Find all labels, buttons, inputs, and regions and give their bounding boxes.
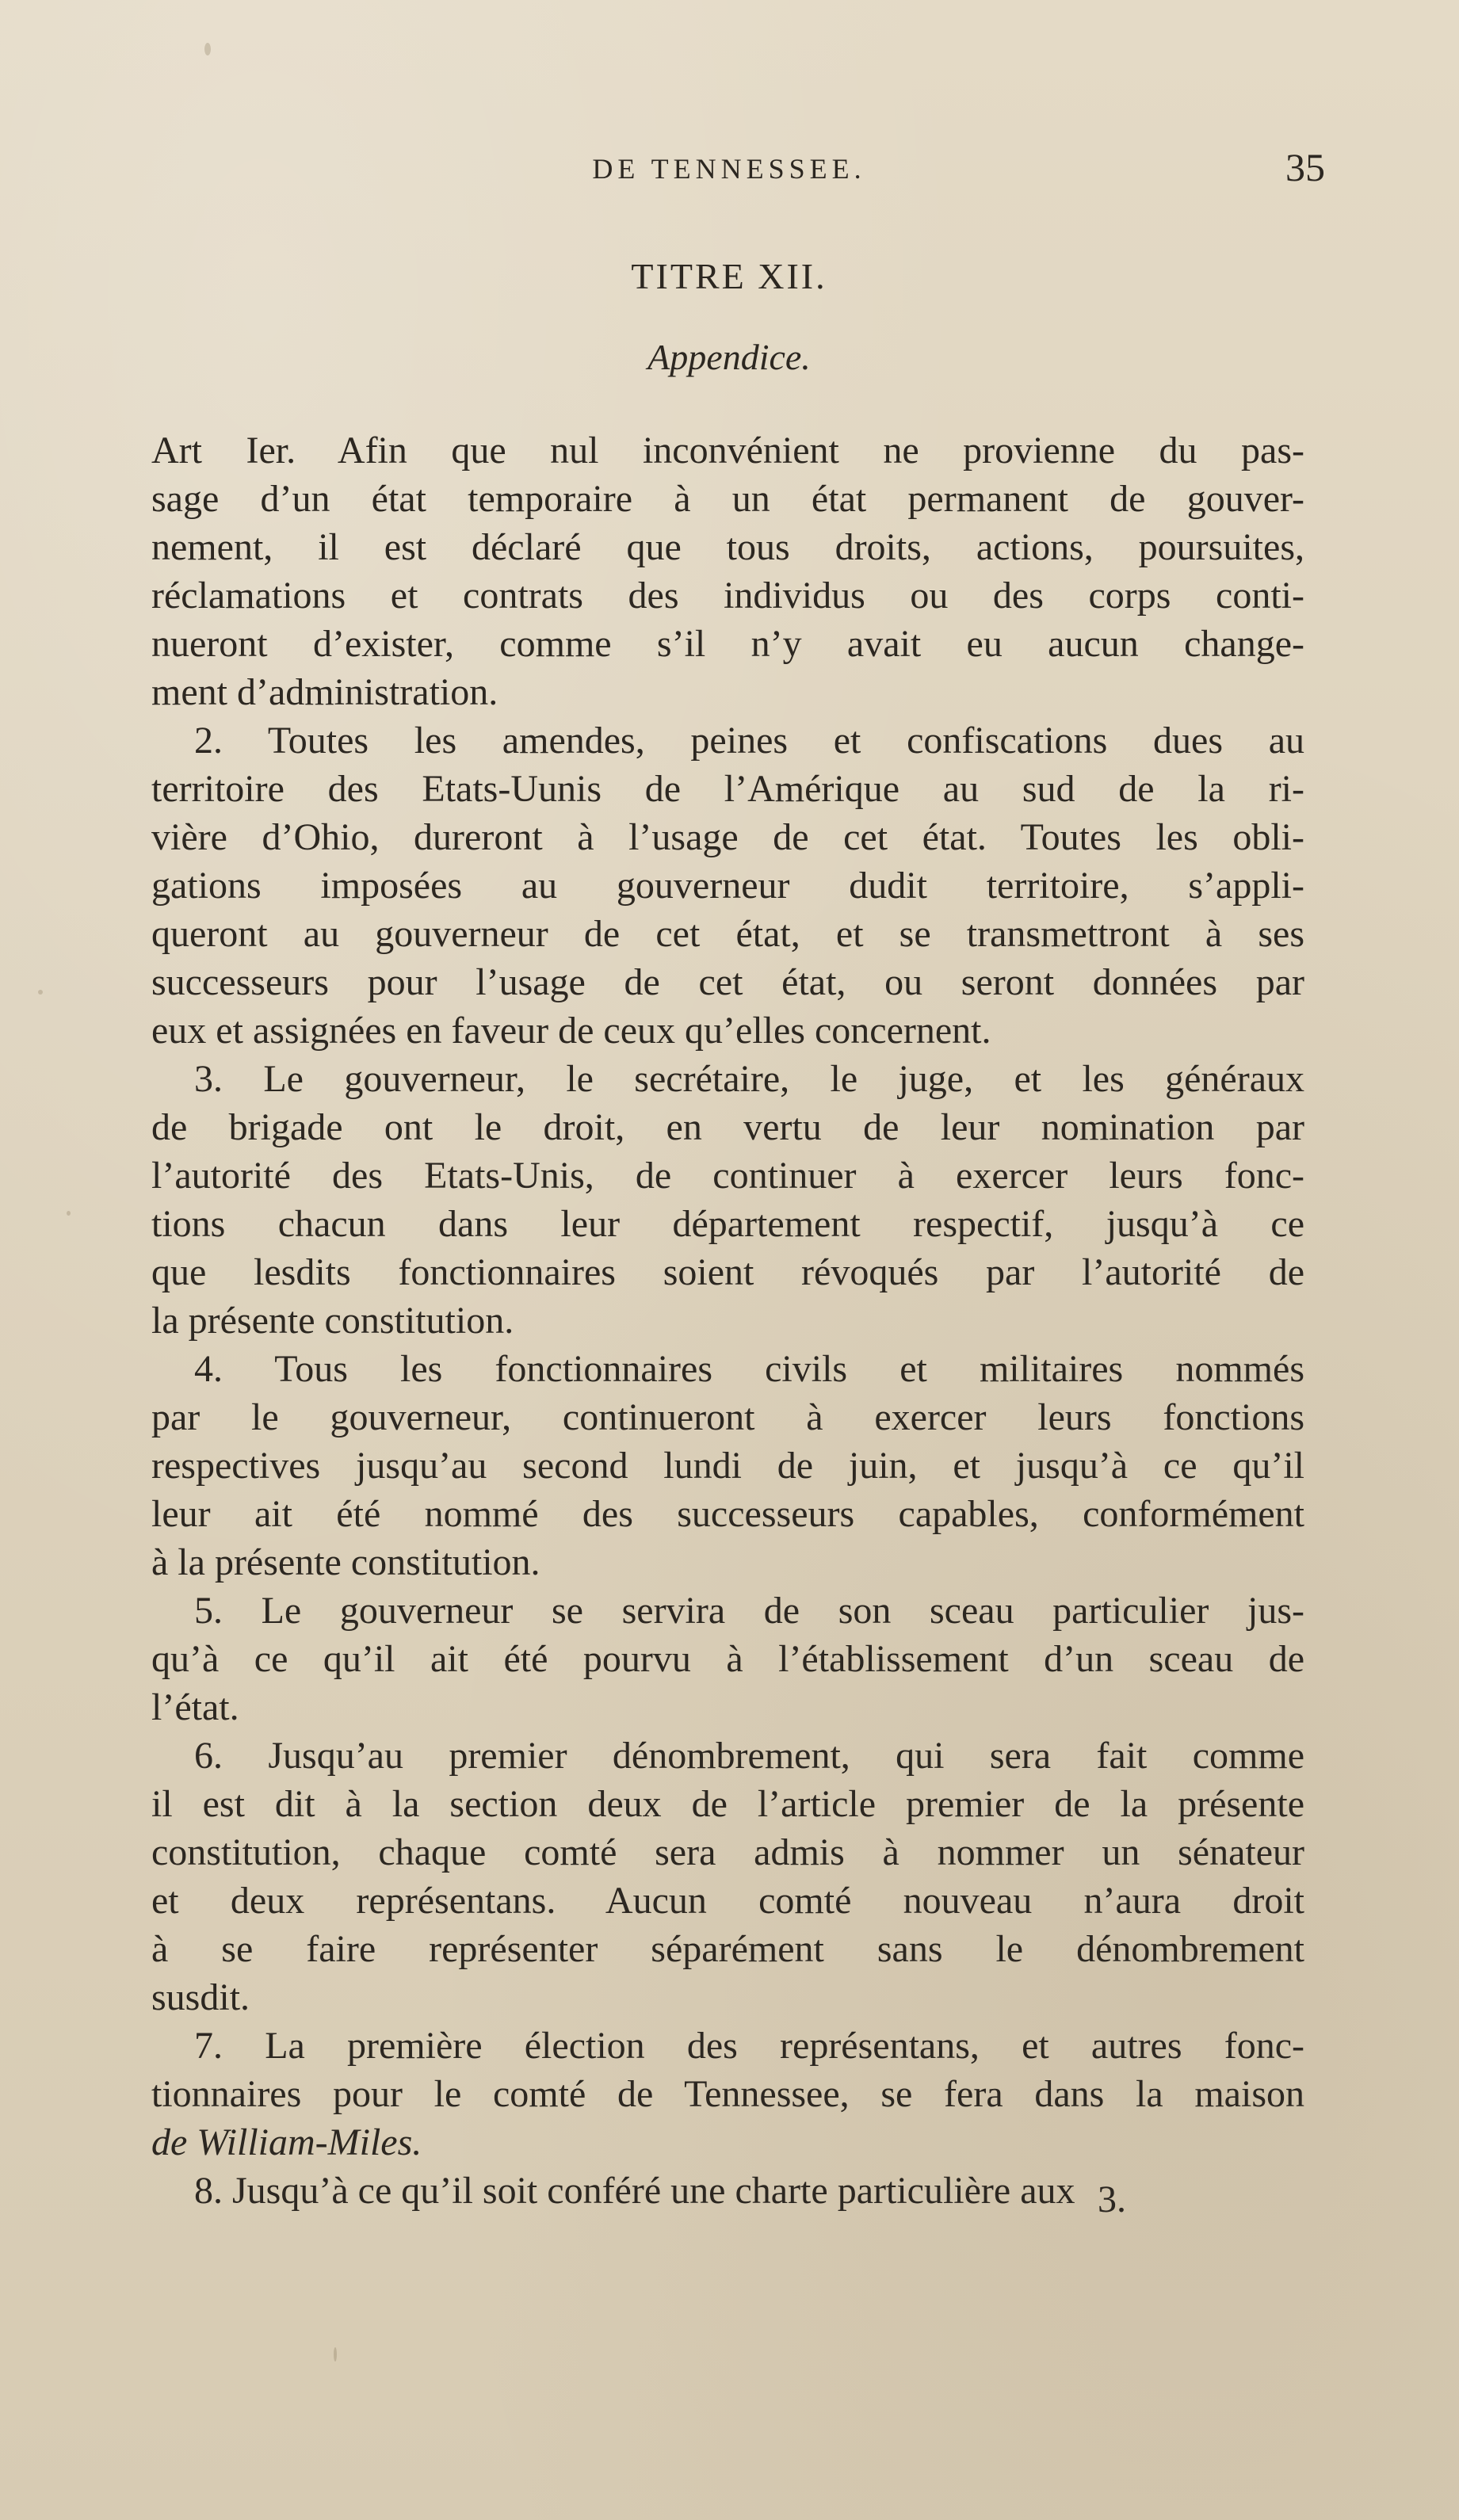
article-paragraph [151,1055,1304,1345]
article-paragraph [151,716,1304,1055]
text-line: territoire des Etats-Uunis de l’Amérique au sud de la ri- [151,768,1304,810]
text-line: 6. Jusqu’au premier dénombrement, qui sera fait comme [194,1735,1304,1777]
text-line: que lesdits fonctionnaires soient révoqués par l’autorité de [151,1251,1304,1293]
text-line: sage d’un état temporaire à un état permanent de gouver- [151,478,1304,520]
text-line: l’autorité des Etats-Unis, de continuer à exercer leurs fonc- [151,1155,1304,1197]
article-text [151,426,1304,2215]
text-line: qu’à ce qu’il ait été pourvu à l’établissement d’un sceau de [151,1638,1304,1680]
paper-spot-left-2 [67,1211,71,1216]
text-line: 3. Le gouverneur, le secrétaire, le juge, et les généraux [194,1058,1304,1100]
text-line: eux et assignées en faveur de ceux qu’elles concernent. [151,1010,991,1052]
text-line: il est dit à la section deux de l’article premier de la présente [151,1783,1304,1825]
text-line: 8. Jusqu’à ce qu’il soit conféré une charte particulière aux [194,2170,1075,2212]
article-paragraph [151,1732,1304,2022]
article-paragraph [151,1345,1304,1586]
text-line: 2. Toutes les amendes, peines et confiscations dues au [194,720,1304,762]
paper-spot-bottom [334,2347,337,2362]
text-line: nement, il est déclaré que tous droits, actions, poursuites, [151,526,1304,568]
text-line: nueront d’exister, comme s’il n’y avait eu aucun change- [151,623,1304,665]
text-line: 4. Tous les fonctionnaires civils et militaires nommés [194,1348,1304,1390]
text-line: susdit. [151,1976,250,2018]
text-line: ment d’administration. [151,671,498,713]
text-line: la présente constitution. [151,1300,514,1342]
paper-spot-left [38,990,43,995]
text-line: et deux représentans. Aucun comté nouveau n’aura droit [151,1880,1304,1922]
text-line: l’état. [151,1686,239,1728]
article-paragraph [151,426,1304,716]
page-number: 35 [1285,145,1325,189]
text-line: tions chacun dans leur département respectif, jusqu’à ce [151,1203,1304,1245]
text-line: leur ait été nommé des successeurs capables, conformément [151,1493,1304,1535]
text-line: 7. La première élection des représentans, et autres fonc- [194,2025,1304,2067]
signature-mark: 3. [1098,2178,1126,2220]
text-line: constitution, chaque comté sera admis à nommer un sénateur [151,1831,1304,1873]
text-line: 5. Le gouverneur se servira de son sceau particulier jus- [194,1590,1304,1632]
text-line: à la présente constitution. [151,1541,540,1583]
article-paragraph [151,2022,1304,2167]
text-line: respectives jusqu’au second lundi de juin, et jusqu’à ce qu’il [151,1445,1304,1487]
text-line: par le gouverneur, continueront à exercer leurs fonctions [151,1396,1304,1438]
text-line: réclamations et contrats des individus ou des corps conti- [151,575,1304,617]
text-line: gations imposées au gouverneur dudit territoire, s’appli- [151,865,1304,907]
text-line: à se faire représenter séparément sans le dénombrement [151,1928,1304,1970]
paper-spot-top [204,43,211,55]
running-header: DE TENNESSEE. [592,153,866,185]
text-line: Art Ier. Afin que nul inconvénient ne provienne du pas- [151,430,1304,472]
section-title: TITRE XII. [631,256,827,296]
section-subtitle: Appendice. [647,337,811,377]
article-paragraph [151,1586,1304,1732]
text-line: tionnaires pour le comté de Tennessee, se fera dans la maison [151,2073,1304,2115]
text-line: de brigade ont le droit, en vertu de leur nomination par [151,1106,1304,1148]
text-line: queront au gouverneur de cet état, et se transmettront à ses [151,913,1304,955]
text-line: successeurs pour l’usage de cet état, ou seront données par [151,961,1304,1003]
text-line: vière d’Ohio, dureront à l’usage de cet état. Toutes les obli- [151,816,1304,858]
text-line: de William-Miles. [151,2121,422,2163]
